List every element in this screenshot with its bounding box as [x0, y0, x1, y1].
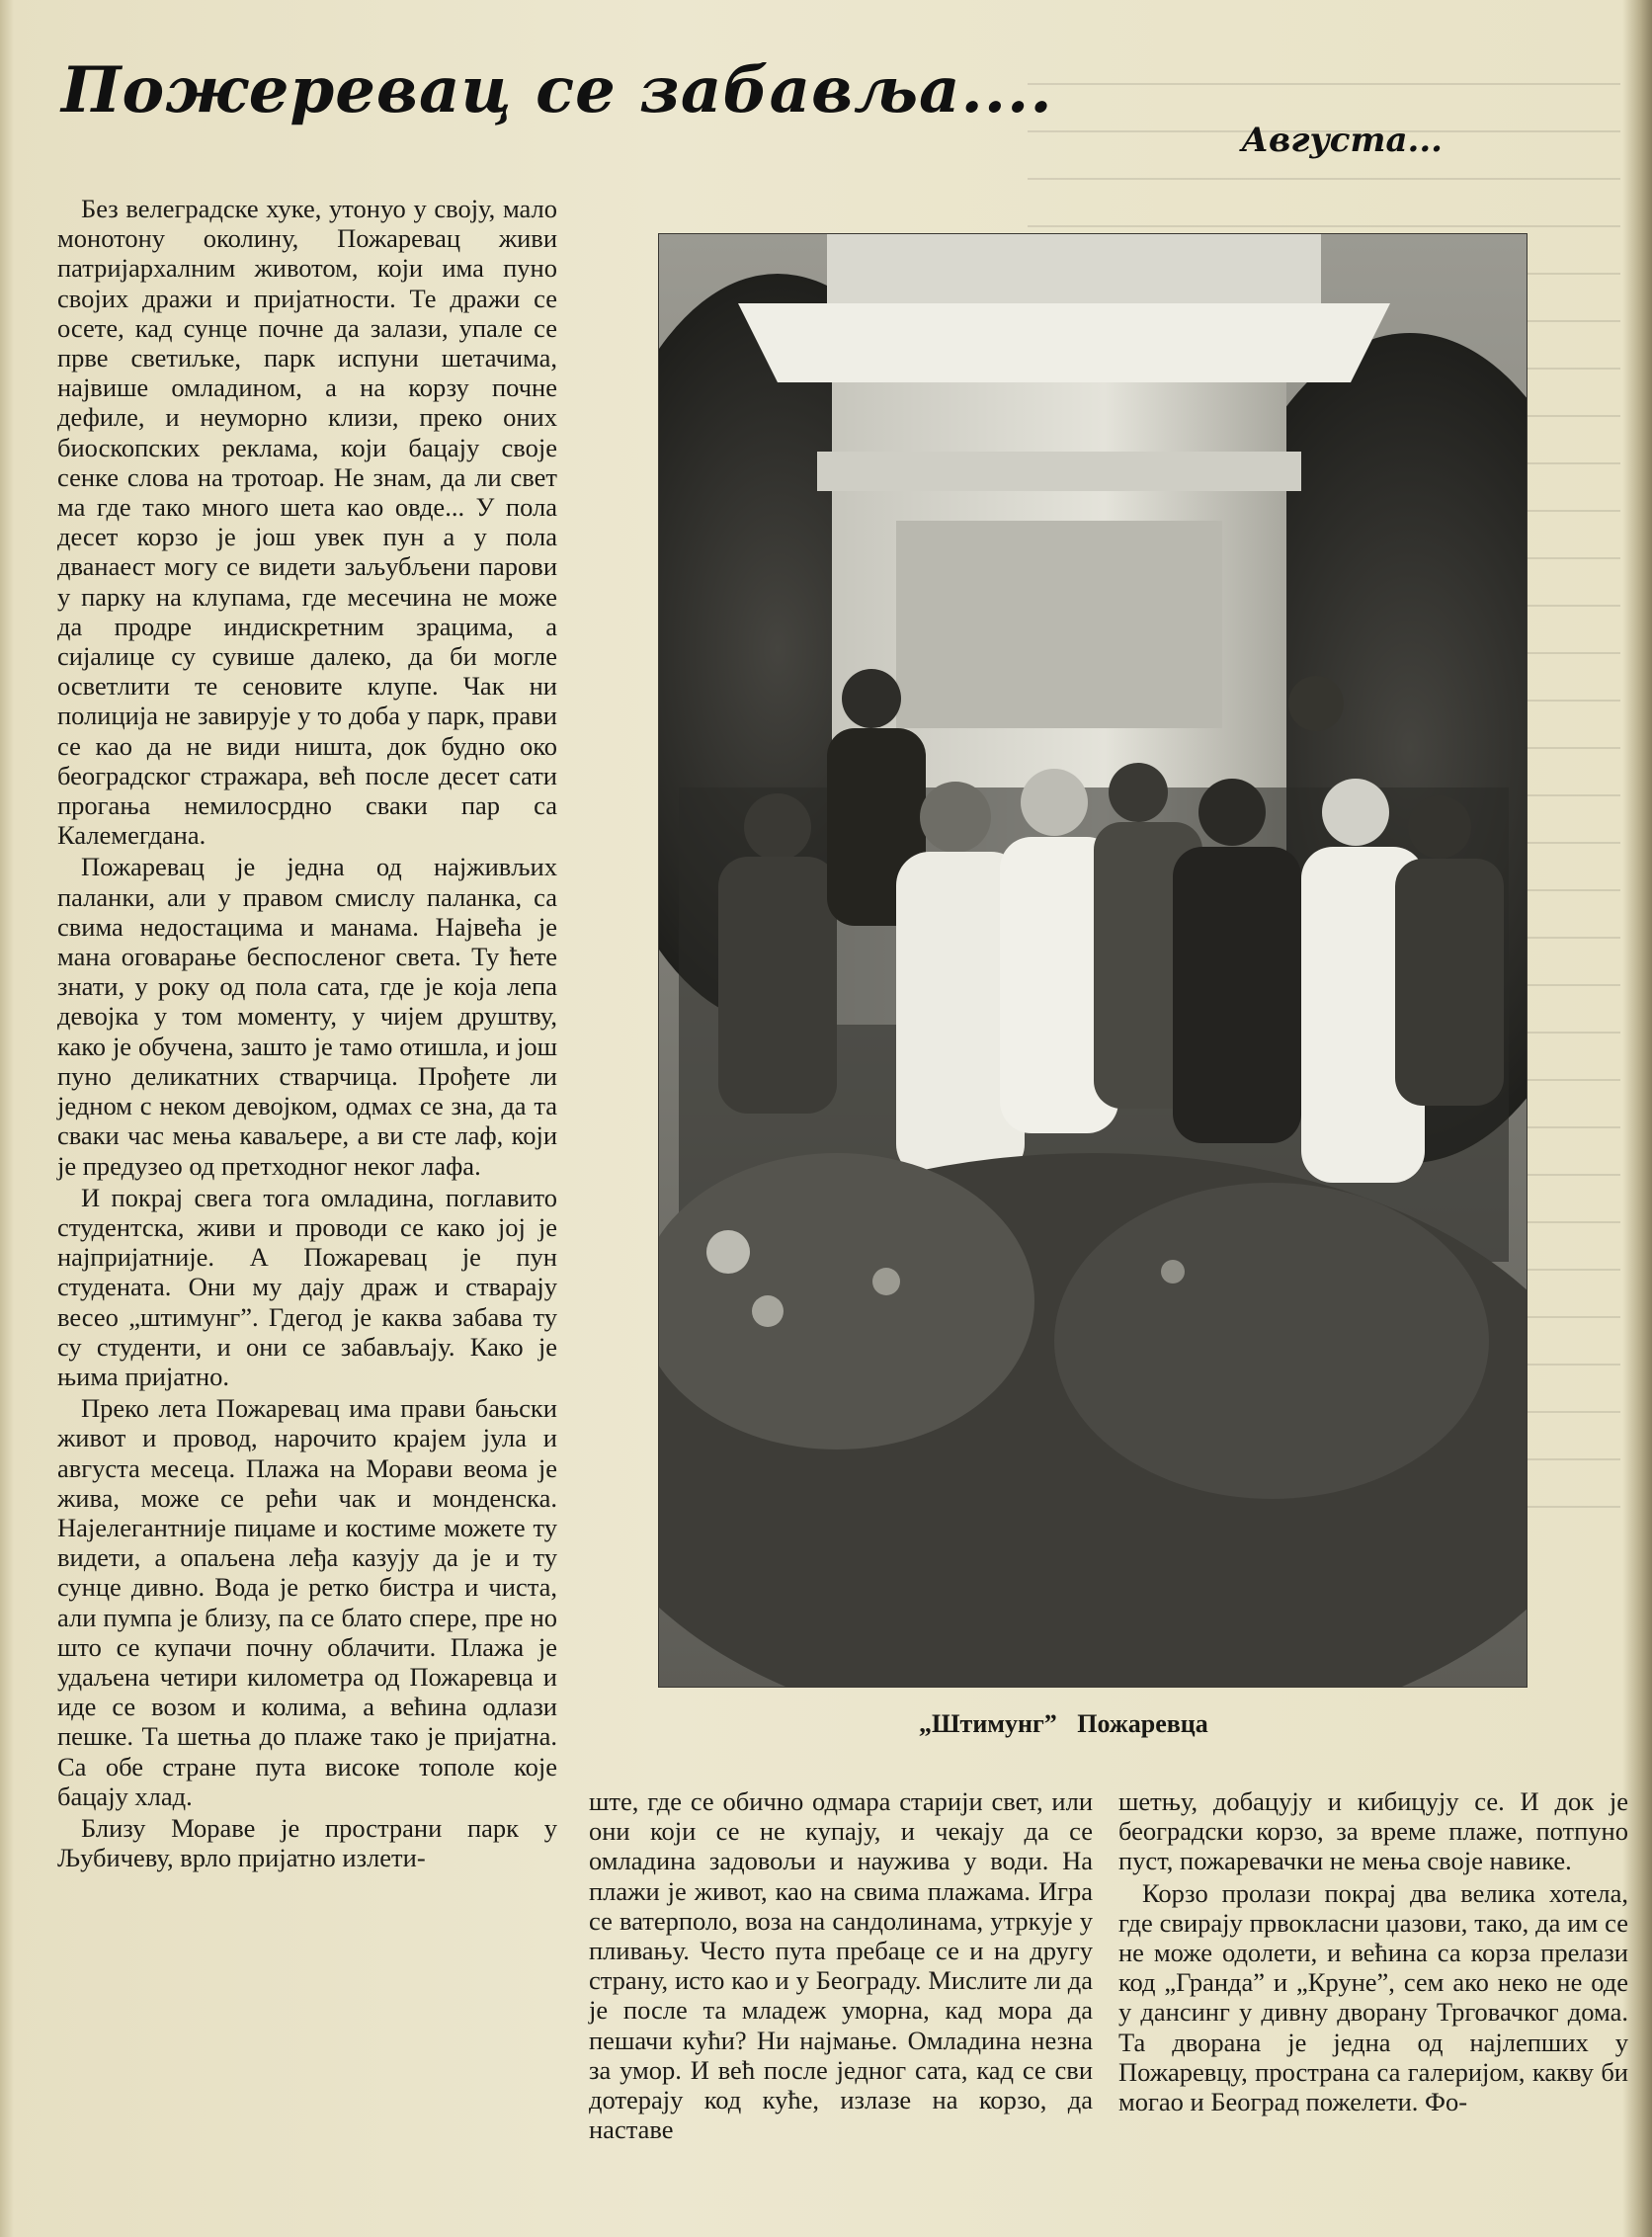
monument-top: [827, 234, 1321, 303]
paragraph: И покрај свега тога омладина, поглавито студентска, живи и проводи се како јој је најпријатније. А Пожаревац је пун студената. Они му дају драж и стварају весео „штимунг”. Гдегод је каква забава ту су студенти, и они се забављају. Како је њима пријатно.: [57, 1182, 557, 1391]
flower: [1161, 1260, 1185, 1284]
article-title: Пожеревац се забавља....: [61, 53, 1053, 127]
article-dateline: Августа...: [1241, 121, 1443, 160]
paragraph: шетњу, добацују и кибицују се. И док је београдски корзо, за време плаже, потпуно пуст, пожаревачки не мења своје навике.: [1118, 1786, 1628, 1876]
body-column-3: [1118, 1786, 1628, 2118]
flower: [706, 1230, 750, 1274]
photo-caption: „Штимунг” Пожаревца: [919, 1709, 1208, 1738]
paragraph: Пожаревац је једна од најживљих паланки, али у правом смислу паланка, са свима недостацима и манама. Највећа је мана оговарање беспосленог света. Ту ћете знати, у року од пола сата, где је која лепа девојка у том моменту, у чијем друштву, како је обучена, зашто је тамо отишла, и још пуно деликатних ствaрчица. Прођете ли једном с неком девојком, одмах се зна, да та сваки час мења каваљере, а ви сте лаф, који је предузео од претходног неког лафа.: [57, 852, 557, 1181]
body-column-1: [57, 194, 557, 1874]
flower: [872, 1268, 900, 1295]
flower-bed-right: [1054, 1183, 1489, 1499]
paragraph: Преко лета Пожаревац има прави бањски живот и провод, нарочито крајем јула и августа месеца. Плажа на Морави веома је жива, може се рећи чак и монденска. Најелегантније пиџаме и костиме можете ту видети, а опаљена леђа казују да је и ту сунце дивно. Вода је ретко бистра и чиста, али пумпа је близу, па се блато спере, пре но што се купачи почну облачити. Плажа је удаљена четири километра од Пожаревца и иде се возом и колима, а већина одлази пешке. Та шетња до плаже тако је пријатна. Са обе стране пута високе тополе које бацају хлад.: [57, 1393, 557, 1811]
body-column-2: [589, 1786, 1093, 2146]
group-photo: [658, 233, 1528, 1688]
monument-panel: [896, 521, 1222, 728]
page-left-edge: [0, 0, 14, 2237]
paragraph: Без велеградске хуке, утонуо у своју, мало монотону околину, Пожаревац живи патријархалним животом, који има пуно својих дражи и пријатности. Те дражи се осете, кад сунце почне да залази, упале се прве светиљке, парк испуни шетачима, највише омладином, а на корзу почне дефиле, и неуморно клизи, преко оних биоскопских реклама, који бацају своје сенке слова на тротоар. Не знам, да ли свет ма где тако много шета као овде... У пола десет корзо је још увек пун а у пола дванаест могу се видети заљубљени парови у парку на клупама, где месечина не може да продре индискретним зрацима, а сијалице су сувише далеко, да би могле осветлити те сеновите клупе. Чак ни полиција не завирује у то доба у парк, прави се као да не види ништа, док будно око београдског стражара, већ после десет сати прогања немилосрдно сваки пар са Калемегдана.: [57, 194, 557, 851]
paragraph: Близу Мораве је пространи парк у Љубичеву, врло пријатно излети-: [57, 1812, 557, 1873]
monument-band: [817, 452, 1301, 491]
group-photo-drawing: [659, 234, 1527, 1687]
paragraph: ште, где се обично одмара старији свет, или они који се не купају, и чекају да се омладина задовољи и наужива у води. На плажи је живот, као на свима плажама. Игра се ватерполо, воза на сандолинама, утркује у пливању. Често пута пребаце се и на другу страну, исто као и у Београду. Мислите ли да је после та младеж уморна, кад мора да пешачи кући? Ни најмање. Омладина незна за умор. И већ после једног сата, кад се сви дотерају код куће, излазе на корзо, да наставе: [589, 1786, 1093, 2145]
monument-cornice: [738, 303, 1390, 382]
paragraph: Корзо пролази покрај два велика хотела, где свирају првокласни џазови, тако, да им се не може одолети, и већина са корза прелази код „Гранда” и „Круне”, сем ако неко не оде у дансинг у дивну дворану Трговачког дома. Та дворана је једна од најлепших у Пожаревцу, пространа са галеријом, какву би могао и Београд пожелети. Фо-: [1118, 1877, 1628, 2117]
flower: [752, 1295, 784, 1327]
